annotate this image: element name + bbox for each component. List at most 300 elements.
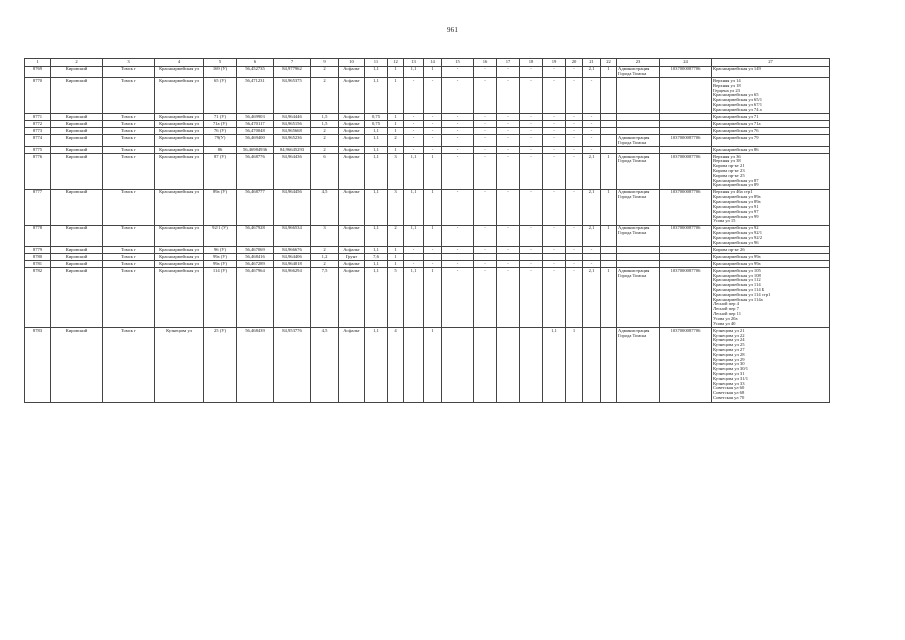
cell-ogrn — [660, 78, 712, 114]
address-line: Красноармейская ул 92/2 — [713, 234, 763, 240]
cell-latitude: 56,467289 — [237, 261, 274, 268]
cell-col-20: - — [566, 78, 583, 114]
cell-district: Кировский — [51, 247, 103, 254]
cell-col-14: - — [424, 128, 442, 135]
cell-latitude: 56,470117 — [237, 121, 274, 128]
cell-latitude: 56,468777 — [237, 189, 274, 225]
address-line: Лесной пер 7 — [713, 306, 739, 312]
cell-col-17: - — [497, 135, 520, 147]
cell-addresses — [712, 261, 830, 268]
table-row — [25, 268, 830, 328]
cell-col-17: - — [497, 189, 520, 225]
cell-district: Кировский — [51, 189, 103, 225]
cell-surface: Асфальт — [339, 114, 365, 121]
cell-col-19: - — [543, 114, 566, 121]
table-row — [25, 66, 830, 78]
cell-col-16: - — [474, 154, 497, 190]
cell-col-22 — [601, 128, 617, 135]
cell-latitude: 56,470048 — [237, 128, 274, 135]
cell-surface: Асфальт — [339, 268, 365, 328]
cell-col-17: - — [497, 78, 520, 114]
cell-col-13: - — [404, 114, 424, 121]
address-line: Кузнецова ул 28 — [713, 351, 745, 357]
cell-col-15: - — [442, 121, 474, 128]
address-line: Красноармейская ул 99а — [713, 253, 761, 259]
cell-locality: Томск г — [103, 147, 155, 154]
cell-street: Красноармейская ул — [155, 121, 204, 128]
cell-col-12: 3 — [388, 154, 404, 190]
cell-area: 1,5 — [311, 121, 339, 128]
col-header: 11 — [365, 59, 388, 67]
address-line: Кузнецова ул 24 — [713, 337, 745, 343]
cell-longitude: 84,964436 — [274, 154, 311, 190]
cell-number: 8773 — [25, 128, 51, 135]
cell-col-22 — [601, 147, 617, 154]
cell-col-18: - — [520, 128, 543, 135]
cell-district: Кировский — [51, 114, 103, 121]
cell-col-12: 1 — [388, 147, 404, 154]
cell-locality: Томск г — [103, 135, 155, 147]
cell-latitude: 56,468439 — [237, 328, 274, 402]
cell-col-20 — [566, 254, 583, 261]
cell-ogrn: 1037000087706 — [660, 328, 712, 402]
cell-addresses — [712, 268, 830, 328]
cell-house: 76 (У) — [204, 128, 237, 135]
cell-district: Кировский — [51, 328, 103, 402]
cell-locality: Томск г — [103, 247, 155, 254]
cell-surface: Асфальт — [339, 261, 365, 268]
cell-col-12: 1 — [388, 128, 404, 135]
cell-col-14: - — [424, 147, 442, 154]
address-line: Кузнецова ул 29 — [713, 356, 745, 362]
cell-house: 79(У) — [204, 135, 237, 147]
address-line: Кузнецова ул 21 — [713, 327, 745, 333]
page-number: 961 — [446, 26, 459, 34]
cell-surface: Асфальт — [339, 328, 365, 402]
cell-ogrn: 1037000087706 — [660, 66, 712, 78]
cell-col-19: - — [543, 189, 566, 225]
cell-col-14: 1 — [424, 154, 442, 190]
cell-col-21 — [583, 254, 601, 261]
cell-col-19: - — [543, 147, 566, 154]
cell-district: Кировский — [51, 225, 103, 246]
cell-col-21: 2,1 — [583, 66, 601, 78]
cell-col-17: - — [497, 247, 520, 254]
cell-addresses — [712, 254, 830, 261]
cell-col-16: - — [474, 128, 497, 135]
cell-latitude: 56,471231 — [237, 78, 274, 114]
address-line: Красноармейская ул 114а — [713, 296, 763, 302]
cell-owner: Администрация Города Томска — [617, 225, 660, 246]
cell-col-18: - — [520, 66, 543, 78]
cell-owner — [617, 128, 660, 135]
cell-col-16: - — [474, 135, 497, 147]
cell-col-19: - — [543, 66, 566, 78]
cell-owner: Администрация Города Томска — [617, 189, 660, 225]
col-header: 4 — [155, 59, 204, 67]
address-line: Усова ул 15 — [713, 218, 736, 224]
cell-col-20: - — [566, 114, 583, 121]
address-line: Советская ул 60 — [713, 385, 745, 391]
cell-street: Красноармейская ул — [155, 128, 204, 135]
table-row — [25, 328, 830, 402]
cell-col-13: 1,1 — [404, 268, 424, 328]
cell-district: Кировский — [51, 268, 103, 328]
cell-owner: Администрация Города Томска — [617, 268, 660, 328]
cell-col-18: - — [520, 189, 543, 225]
cell-area: 2 — [311, 128, 339, 135]
address-line: Красноармейская ул 87 — [713, 177, 759, 183]
col-header: 20 — [566, 59, 583, 67]
address-line: Красноармейская ул 114 — [713, 282, 761, 288]
address-line: Кузнецова ул 31 — [713, 371, 745, 377]
cell-number: 8780 — [25, 254, 51, 261]
cell-surface: Грунт — [339, 254, 365, 261]
col-header: 21 — [583, 59, 601, 67]
cell-latitude: 56,46984936 — [237, 147, 274, 154]
cell-col-11: 1,1 — [365, 135, 388, 147]
cell-col-21: - — [583, 261, 601, 268]
cell-col-20: - — [566, 268, 583, 328]
cell-col-11: 1,1 — [365, 261, 388, 268]
cell-col-20: 1 — [566, 328, 583, 402]
cell-district: Кировский — [51, 154, 103, 190]
cell-col-16: - — [474, 247, 497, 254]
cell-longitude: 84,964456 — [274, 189, 311, 225]
address-line: Верхняя ул 38 — [713, 158, 741, 164]
cell-col-17 — [497, 254, 520, 261]
cell-col-17: - — [497, 128, 520, 135]
cell-house: 65 (У) — [204, 78, 237, 114]
address-line: Красноармейская ул 99а — [713, 260, 761, 266]
cell-area: 3 — [311, 225, 339, 246]
cell-locality: Томск г — [103, 225, 155, 246]
cell-locality: Томск г — [103, 78, 155, 114]
cell-col-12: 2 — [388, 135, 404, 147]
cell-col-19: - — [543, 261, 566, 268]
cell-number: 8778 — [25, 225, 51, 246]
cell-house: 86 — [204, 147, 237, 154]
cell-col-21: 2,1 — [583, 189, 601, 225]
cell-col-12: 1 — [388, 121, 404, 128]
cell-col-14: - — [424, 247, 442, 254]
col-header: 14 — [424, 59, 442, 67]
cell-col-15: - — [442, 261, 474, 268]
cell-col-18: - — [520, 225, 543, 246]
address-line: Красноармейская ул 89а — [713, 194, 761, 200]
cell-col-21: - — [583, 128, 601, 135]
cell-col-17: - — [497, 114, 520, 121]
table-row — [25, 225, 830, 246]
cell-addresses — [712, 225, 830, 246]
cell-ogrn — [660, 261, 712, 268]
cell-longitude: 84,966534 — [274, 225, 311, 246]
cell-col-22 — [601, 78, 617, 114]
cell-col-16: - — [474, 261, 497, 268]
cell-area: 2 — [311, 135, 339, 147]
cell-col-11: 1,1 — [365, 154, 388, 190]
cell-col-13: - — [404, 128, 424, 135]
cell-longitude: 84,966294 — [274, 268, 311, 328]
cell-col-18: - — [520, 114, 543, 121]
cell-longitude: 84,965236 — [274, 135, 311, 147]
address-line: Красноармейская ул 149 — [713, 66, 761, 72]
cell-col-13: - — [404, 261, 424, 268]
cell-area: 4,5 — [311, 189, 339, 225]
cell-owner — [617, 147, 660, 154]
cell-col-17: - — [497, 268, 520, 328]
cell-number: 8776 — [25, 154, 51, 190]
col-header: 22 — [601, 59, 617, 67]
cell-col-15: - — [442, 268, 474, 328]
cell-col-22: 1 — [601, 154, 617, 190]
cell-col-21: - — [583, 78, 601, 114]
cell-col-17: - — [497, 147, 520, 154]
cell-col-16: - — [474, 66, 497, 78]
cell-col-11: 1,1 — [365, 268, 388, 328]
address-line: Красноармейская ул 74 а — [713, 106, 762, 112]
cell-latitude: 56,468776 — [237, 154, 274, 190]
col-header: 27 — [712, 59, 830, 67]
cell-street: Красноармейская ул — [155, 189, 204, 225]
cell-locality: Томск г — [103, 66, 155, 78]
col-header: 3 — [103, 59, 155, 67]
cell-addresses — [712, 147, 830, 154]
cell-addresses — [712, 121, 830, 128]
table-row — [25, 154, 830, 190]
cell-ogrn: 1037000087706 — [660, 268, 712, 328]
cell-ogrn — [660, 247, 712, 254]
cell-col-21: 2,1 — [583, 154, 601, 190]
cell-surface: Асфальт — [339, 78, 365, 114]
cell-col-19: - — [543, 268, 566, 328]
cell-ogrn: 1037000087706 — [660, 225, 712, 246]
cell-col-16: - — [474, 147, 497, 154]
address-line: Верхняя ул 46а стр1 — [713, 189, 753, 195]
cell-house: 89а (У) — [204, 189, 237, 225]
col-header: 6 — [237, 59, 274, 67]
cell-col-22 — [601, 254, 617, 261]
cell-col-15: - — [442, 189, 474, 225]
col-header: 17 — [497, 59, 520, 67]
address-line: Лесной пер 4 — [713, 301, 739, 307]
cell-col-22 — [601, 121, 617, 128]
cell-col-12: 1 — [388, 66, 404, 78]
cell-longitude: 84,964406 — [274, 254, 311, 261]
cell-ogrn: 1037000087706 — [660, 189, 712, 225]
cell-col-13: - — [404, 78, 424, 114]
cell-col-21: - — [583, 147, 601, 154]
cell-col-11: 7,6 — [365, 254, 388, 261]
cell-longitude: 84,964018 — [274, 261, 311, 268]
cell-surface: Асфальт — [339, 247, 365, 254]
cell-col-14: - — [424, 135, 442, 147]
cell-col-15: - — [442, 247, 474, 254]
cell-col-20: - — [566, 247, 583, 254]
cell-owner: Администрация Города Томска — [617, 66, 660, 78]
cell-house: 25 (У) — [204, 328, 237, 402]
cell-col-20: - — [566, 225, 583, 246]
cell-locality: Томск г — [103, 121, 155, 128]
cell-col-20: - — [566, 66, 583, 78]
cell-col-13: - — [404, 135, 424, 147]
cell-owner — [617, 114, 660, 121]
address-line: Красноармейская ул 91 — [713, 203, 759, 209]
cell-col-15 — [442, 328, 474, 402]
cell-col-20: - — [566, 135, 583, 147]
cell-district: Кировский — [51, 147, 103, 154]
cell-street: Красноармейская ул — [155, 135, 204, 147]
cell-col-20: - — [566, 147, 583, 154]
cell-col-22 — [601, 328, 617, 402]
cell-col-18 — [520, 254, 543, 261]
address-line: Красноармейская ул 114 стр1 — [713, 291, 771, 297]
cell-number: 8777 — [25, 189, 51, 225]
cell-locality: Томск г — [103, 154, 155, 190]
cell-col-18: - — [520, 247, 543, 254]
address-line: Красноармейская ул 99 — [713, 213, 759, 219]
cell-col-16 — [474, 254, 497, 261]
cell-owner: Администрация Города Томска — [617, 328, 660, 402]
cell-col-13 — [404, 328, 424, 402]
cell-col-16: - — [474, 189, 497, 225]
table-row — [25, 254, 830, 261]
cell-house: 99а (У) — [204, 261, 237, 268]
cell-locality: Томск г — [103, 254, 155, 261]
address-line: Красноармейская ул 92 — [713, 225, 759, 231]
address-line: Кузнецова ул 33 — [713, 380, 745, 386]
cell-col-22 — [601, 261, 617, 268]
address-line: Красноармейская ул 86 — [713, 146, 759, 152]
address-line: Красноармейская ул 71 — [713, 113, 759, 119]
cell-col-12: 1 — [388, 114, 404, 121]
cell-area: 2 — [311, 147, 339, 154]
cell-street: Красноармейская ул — [155, 247, 204, 254]
cell-district: Кировский — [51, 135, 103, 147]
cell-col-20: - — [566, 154, 583, 190]
cell-locality: Томск г — [103, 328, 155, 402]
cell-col-13: 1,1 — [404, 66, 424, 78]
cell-street: Красноармейская ул — [155, 66, 204, 78]
cell-surface: Асфальт — [339, 66, 365, 78]
cell-col-16: - — [474, 268, 497, 328]
cell-street: Красноармейская ул — [155, 261, 204, 268]
cell-number: 8769 — [25, 66, 51, 78]
cell-locality: Томск г — [103, 189, 155, 225]
cell-col-21: - — [583, 114, 601, 121]
header-row — [25, 59, 830, 67]
cell-street: Красноармейская ул — [155, 268, 204, 328]
cell-surface: Асфальт — [339, 225, 365, 246]
cell-col-19: - — [543, 128, 566, 135]
address-line: Верхняя ул 18 — [713, 82, 741, 88]
cell-col-14: 1 — [424, 189, 442, 225]
cell-col-11: 1,1 — [365, 66, 388, 78]
address-line: Красноармейская ул 92/1 — [713, 230, 763, 236]
cell-latitude: 56,467964 — [237, 268, 274, 328]
cell-col-22: 1 — [601, 189, 617, 225]
col-header: 13 — [404, 59, 424, 67]
cell-col-15: - — [442, 78, 474, 114]
cell-col-22: 1 — [601, 66, 617, 78]
cell-col-14: - — [424, 78, 442, 114]
cell-area: 2 — [311, 247, 339, 254]
cell-col-16: - — [474, 114, 497, 121]
address-line: Кузнецова ул 22 — [713, 332, 745, 338]
cell-col-11: 1,1 — [365, 225, 388, 246]
table-row — [25, 247, 830, 254]
address-line: Красноармейская ул 76 — [713, 127, 759, 133]
cell-col-15: - — [442, 225, 474, 246]
cell-col-13: 1,1 — [404, 154, 424, 190]
cell-col-14: 1 — [424, 66, 442, 78]
table-row — [25, 261, 830, 268]
cell-col-12: 1 — [388, 78, 404, 114]
address-line: Кузнецова ул 25 — [713, 342, 745, 348]
table-row — [25, 147, 830, 154]
address-line: Красноармейская ул 65/1 — [713, 97, 763, 103]
cell-number: 8783 — [25, 328, 51, 402]
address-line: Красноармейская ул 114 Б — [713, 287, 765, 293]
cell-col-13: - — [404, 147, 424, 154]
address-line: Красноармейская ул 65 — [713, 92, 759, 98]
table-row — [25, 114, 830, 121]
cell-house: 92/1 (У) — [204, 225, 237, 246]
cell-locality: Томск г — [103, 128, 155, 135]
cell-surface: Асфальт — [339, 189, 365, 225]
cell-longitude: 84,965375 — [274, 78, 311, 114]
cell-col-18: - — [520, 154, 543, 190]
cell-col-19: - — [543, 78, 566, 114]
cell-col-12: 5 — [388, 268, 404, 328]
cell-ogrn — [660, 254, 712, 261]
cell-house: 99а (У) — [204, 254, 237, 261]
cell-house: 114 (У) — [204, 268, 237, 328]
cell-number: 8782 — [25, 268, 51, 328]
cell-col-22 — [601, 114, 617, 121]
cell-latitude: 56,468416 — [237, 254, 274, 261]
cell-col-18: - — [520, 268, 543, 328]
cell-number: 8775 — [25, 147, 51, 154]
cell-addresses — [712, 135, 830, 147]
cell-latitude: 56,467928 — [237, 225, 274, 246]
col-header: 2 — [51, 59, 103, 67]
col-header: 5 — [204, 59, 237, 67]
cell-street: Красноармейская ул — [155, 154, 204, 190]
cell-district: Кировский — [51, 254, 103, 261]
col-header: 12 — [388, 59, 404, 67]
cell-col-14: - — [424, 121, 442, 128]
cell-col-14: 1 — [424, 268, 442, 328]
cell-col-18: - — [520, 78, 543, 114]
address-line: Кузнецова ул 27 — [713, 346, 745, 352]
cell-district: Кировский — [51, 66, 103, 78]
cell-ogrn: 1037000087706 — [660, 135, 712, 147]
cell-ogrn — [660, 147, 712, 154]
cell-surface: Асфальт — [339, 147, 365, 154]
cell-owner — [617, 261, 660, 268]
cell-col-20: - — [566, 128, 583, 135]
cell-col-19: 1,1 — [543, 328, 566, 402]
table-row — [25, 128, 830, 135]
cell-col-15: - — [442, 128, 474, 135]
cell-street: Красноармейская ул — [155, 78, 204, 114]
cell-col-11: 1,1 — [365, 128, 388, 135]
cell-number: 8770 — [25, 78, 51, 114]
cell-col-18: - — [520, 261, 543, 268]
address-line: Кирова пр-кт 21 — [713, 163, 745, 169]
address-line: Красноармейская ул 112 — [713, 277, 761, 283]
